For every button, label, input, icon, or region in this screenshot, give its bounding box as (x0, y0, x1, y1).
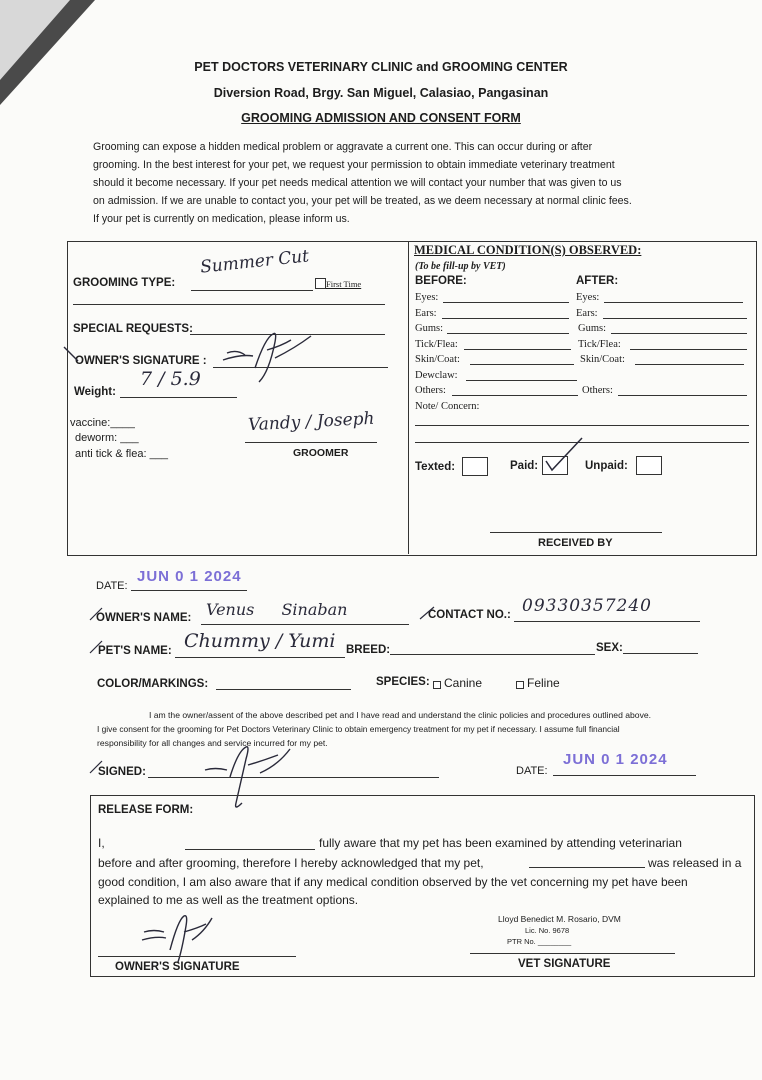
anti-tick-label: anti tick & flea: ___ (75, 448, 168, 460)
contact-line[interactable] (514, 621, 700, 622)
before-dewclaw-label: Dewclaw: (415, 370, 458, 381)
check-mark (88, 757, 108, 777)
before-others-line[interactable] (452, 395, 578, 396)
release-name-blank[interactable] (185, 849, 315, 850)
intro-line: Grooming can expose a hidden medical problem or aggravate a current one. This can occur during or after (93, 141, 593, 153)
before-dewclaw-line[interactable] (466, 380, 577, 381)
paid-label: Paid: (510, 460, 539, 472)
intro-line: grooming. In the best interest for your pet, we request your permission to obtain immediate veterinary treatment (93, 159, 615, 171)
breed-line[interactable] (390, 654, 595, 655)
before-ears-line[interactable] (442, 318, 569, 319)
date2-stamp: JUN 0 1 2024 (563, 751, 668, 768)
first-time-label: First Time (326, 279, 362, 289)
check-mark (418, 603, 438, 623)
release-line-3: good condition, I am also aware that if any medical condition observed by the vet concerning my pet have been (98, 875, 688, 889)
unpaid-checkbox[interactable] (636, 456, 662, 475)
groomer-value[interactable]: Vandy / Joseph (247, 408, 375, 436)
clinic-name: PET DOCTORS VETERINARY CLINIC and GROOMING CENTER (194, 60, 568, 74)
first-time-checkbox[interactable] (315, 278, 326, 289)
before-tick-line[interactable] (464, 349, 571, 350)
weight-label: Weight: (74, 386, 116, 398)
before-gums-label: Gums: (415, 323, 444, 334)
grooming-type-label: GROOMING TYPE: (73, 277, 176, 289)
intro-line: should it become necessary. If your pet needs medical attention we will contact your number that was given to us (93, 177, 622, 189)
vet-stamp-license: Lic. No. 9678 (525, 926, 570, 935)
sex-label: SEX: (596, 642, 623, 654)
owner-signature-label: OWNER'S SIGNATURE : (75, 355, 207, 367)
special-requests-label: SPECIAL REQUESTS: (73, 323, 193, 335)
check-mark (62, 345, 82, 365)
clinic-address: Diversion Road, Brgy. San Miguel, Calasiao, Pangasinan (213, 86, 549, 100)
release-line-2a: before and after grooming, therefore I hereby acknowledged that my pet, (98, 856, 484, 870)
owner-name-value[interactable]: Venus Sinaban (206, 600, 348, 619)
date2-line[interactable] (553, 775, 696, 776)
before-others-label: Others: (415, 385, 446, 396)
before-eyes-line[interactable] (443, 302, 569, 303)
consent-line: I give consent for the grooming for Pet Doctors Veterinary Clinic to obtain emergency treatment for my pet if necessary. I assume full financial (97, 724, 620, 734)
texted-label: Texted: (415, 461, 456, 473)
paid-check-mark (540, 436, 590, 476)
species-label: SPECIES: (376, 676, 430, 688)
after-others-line[interactable] (618, 395, 747, 396)
medical-conditions-title: MEDICAL CONDITION(S) OBSERVED: (414, 243, 642, 257)
canine-checkbox[interactable] (433, 681, 441, 689)
feline-label: Feline (527, 676, 560, 690)
vaccine-label: vaccine:____ (70, 417, 135, 429)
vet-stamp-ptr: PTR No. ________ (507, 937, 572, 946)
before-skin-line[interactable] (470, 364, 574, 365)
grooming-type-value[interactable]: Summer Cut (199, 246, 310, 278)
contact-value[interactable]: 09330357240 (522, 596, 652, 616)
pet-name-value[interactable]: Chummy / Yumi (184, 630, 336, 652)
date2-label: DATE: (516, 765, 548, 777)
weight-value[interactable]: 7 / 5.9 (140, 368, 201, 390)
release-line-1b: fully aware that my pet has been examined by attending veterinarian (319, 836, 682, 850)
before-eyes-label: Eyes: (415, 292, 439, 303)
owner-signature-scribble (215, 328, 315, 383)
after-others-label: Others: (582, 385, 613, 396)
note-concern-label: Note/ Concern: (415, 401, 480, 412)
signed-label: SIGNED: (98, 766, 146, 778)
after-gums-label: Gums: (578, 323, 607, 334)
received-by-label: RECEIVED BY (538, 537, 613, 549)
texted-checkbox[interactable] (462, 457, 488, 476)
feline-checkbox[interactable] (516, 681, 524, 689)
before-tick-label: Tick/Flea: (415, 339, 458, 350)
vet-stamp-name: Lloyd Benedict M. Rosario, DVM (498, 914, 621, 924)
release-line-2b: was released in a (648, 856, 742, 870)
after-eyes-label: Eyes: (576, 292, 600, 303)
groomer-label: GROOMER (293, 447, 349, 459)
vet-signature-line[interactable] (470, 953, 675, 954)
breed-label: BREED: (346, 644, 391, 656)
pet-name-label: PET'S NAME: (98, 645, 172, 657)
owner-signature-release-line[interactable] (98, 956, 296, 957)
after-skin-line[interactable] (635, 364, 744, 365)
before-skin-label: Skin/Coat: (415, 354, 460, 365)
color-markings-line[interactable] (216, 689, 351, 690)
check-mark (88, 637, 108, 657)
intro-paragraph (93, 138, 705, 228)
grooming-extra-line (73, 304, 385, 305)
intro-line: on admission. If we are unable to contact you, your pet will be treated, as we deem necessary at normal clinic fees. (93, 195, 632, 207)
panel-divider (408, 242, 409, 554)
release-owner-signature-label: OWNER'S SIGNATURE (115, 961, 240, 973)
consent-line: I am the owner/assent of the above described pet and I have read and understand the clinic policies and procedures outlined above. (148, 710, 652, 720)
after-tick-label: Tick/Flea: (578, 339, 621, 350)
deworm-label: deworm: ___ (75, 432, 139, 444)
before-ears-label: Ears: (415, 308, 437, 319)
medical-conditions-subtitle: (To be fill-up by VET) (415, 261, 506, 272)
after-skin-label: Skin/Coat: (580, 354, 625, 365)
release-line-1a: I, (98, 836, 105, 850)
grooming-type-line (191, 290, 313, 291)
sex-line[interactable] (623, 653, 698, 654)
form-title: GROOMING ADMISSION AND CONSENT FORM (241, 111, 521, 125)
date-label: DATE: (96, 580, 128, 592)
intro-line: If your pet is currently on medication, please inform us. (93, 213, 350, 225)
release-form-title: RELEASE FORM: (98, 804, 194, 816)
after-tick-line[interactable] (630, 349, 747, 350)
after-gums-line[interactable] (611, 333, 747, 334)
weight-line[interactable] (120, 397, 237, 398)
canine-label: Canine (444, 676, 483, 690)
note-line-1[interactable] (415, 425, 749, 426)
after-label: AFTER: (576, 275, 619, 287)
date-line[interactable] (131, 590, 247, 591)
contact-label: CONTACT NO.: (428, 609, 511, 621)
groomer-line (245, 442, 377, 443)
received-by-line[interactable] (490, 532, 662, 533)
after-eyes-line[interactable] (604, 302, 743, 303)
release-line-4: explained to me as well as the treatment options. (98, 893, 359, 907)
unpaid-label: Unpaid: (585, 460, 628, 472)
date-stamp: JUN 0 1 2024 (137, 568, 242, 585)
after-ears-line[interactable] (603, 318, 747, 319)
before-gums-line[interactable] (447, 333, 569, 334)
pet-name-line[interactable] (175, 657, 345, 658)
color-markings-label: COLOR/MARKINGS: (97, 678, 209, 690)
after-ears-label: Ears: (576, 308, 598, 319)
owner-name-label: OWNER'S NAME: (96, 612, 192, 624)
check-mark (88, 604, 108, 624)
owner-name-line[interactable] (201, 624, 409, 625)
vet-signature-label: VET SIGNATURE (518, 958, 611, 970)
consent-line: responsibility for all changes and service incurred for my pet. (97, 738, 328, 748)
before-label: BEFORE: (415, 275, 467, 287)
release-pet-blank[interactable] (529, 867, 645, 868)
